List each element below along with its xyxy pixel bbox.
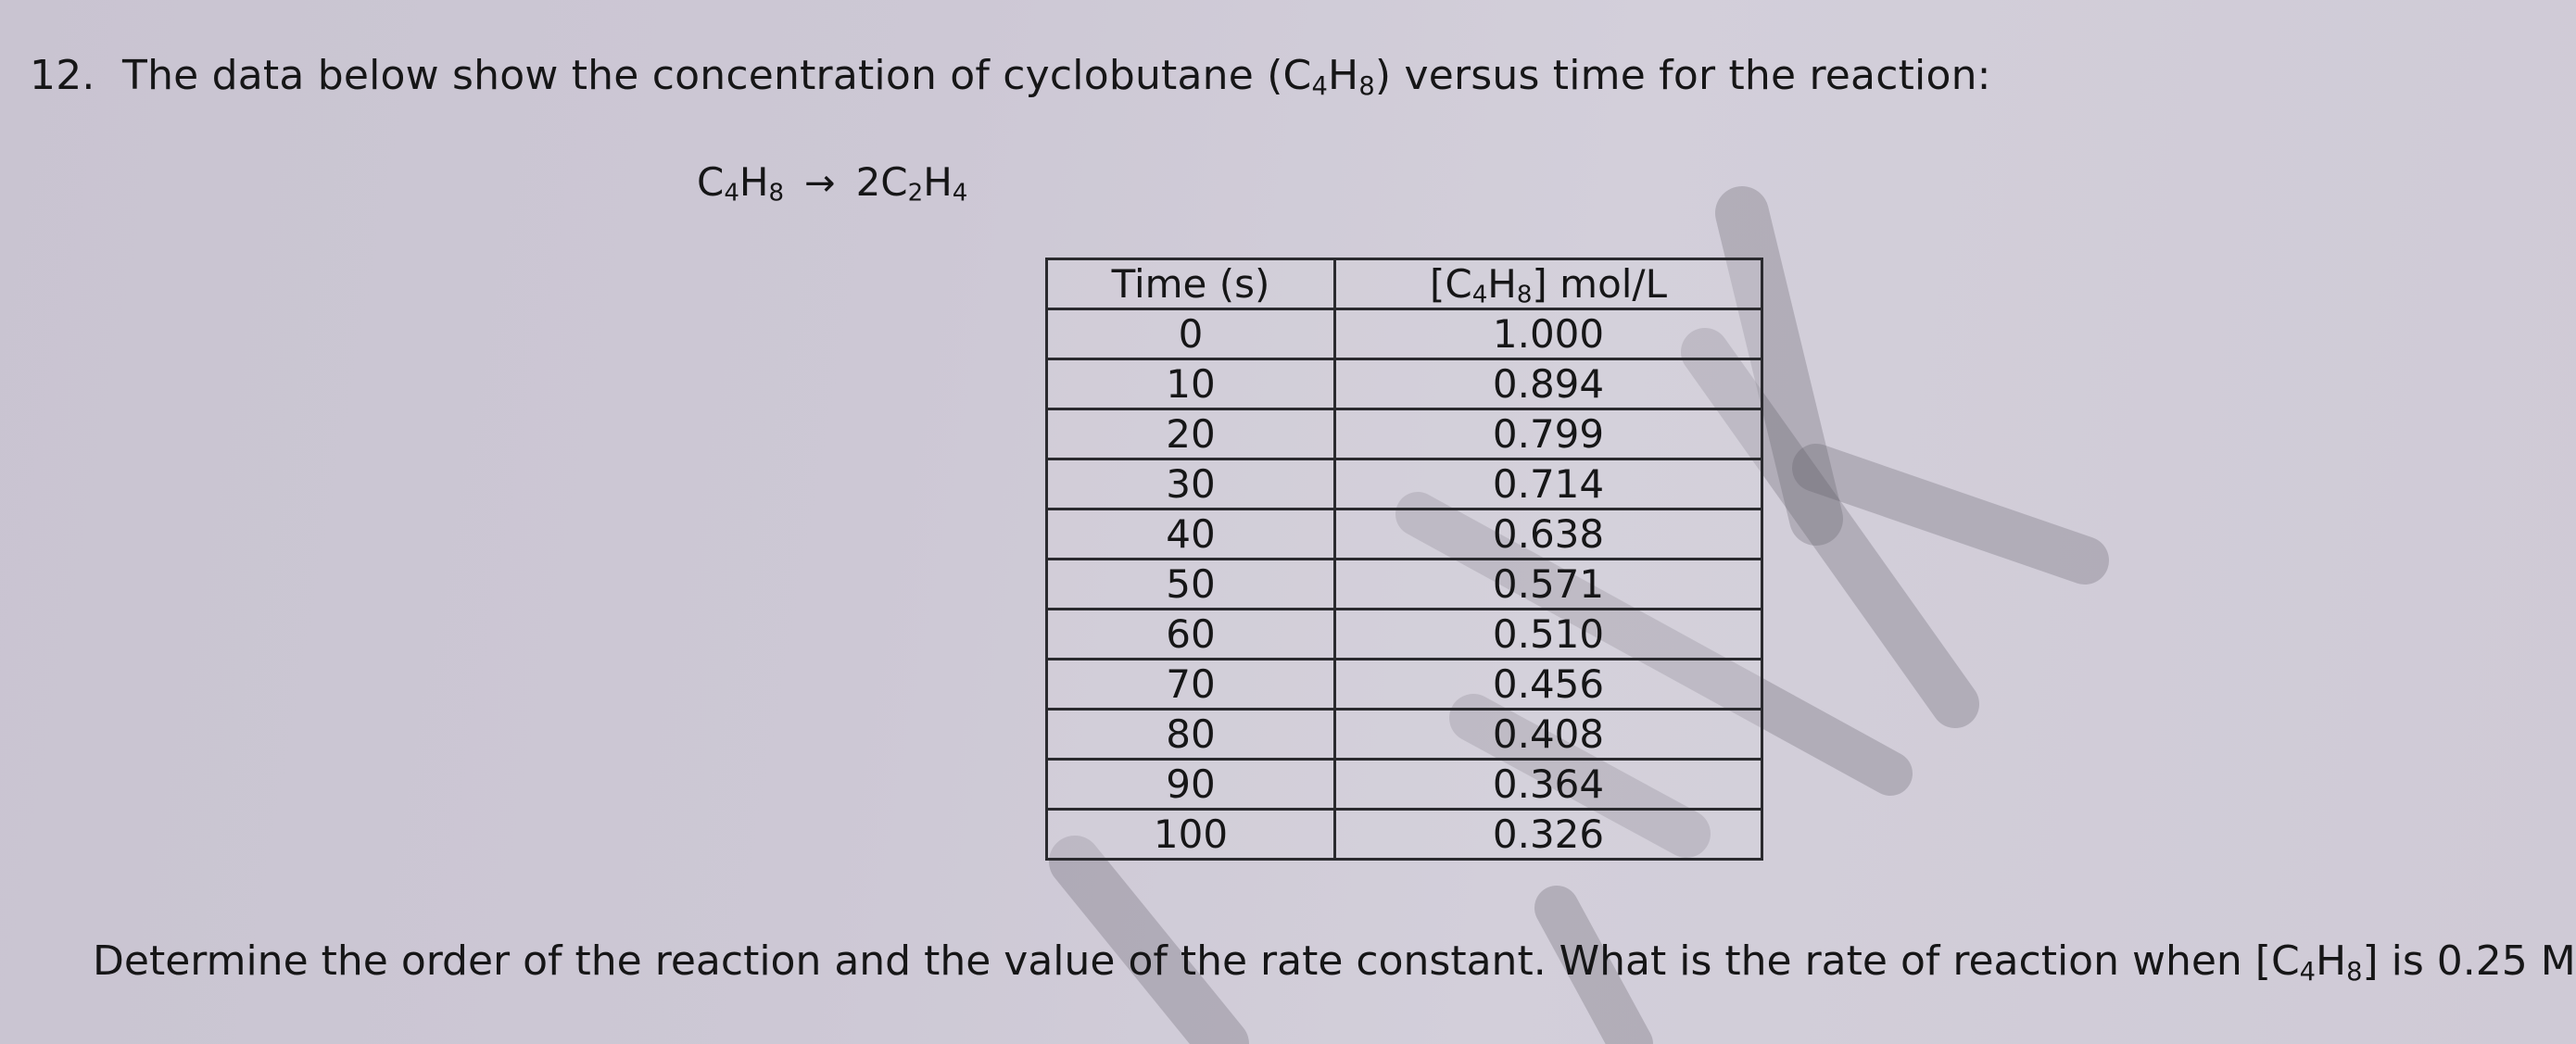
instructions-text	[93, 937, 2576, 985]
table-row	[1047, 459, 1762, 509]
table-row	[1047, 560, 1762, 610]
equation-reactant: C	[697, 159, 725, 205]
concentration-cell: 0.714	[1335, 459, 1762, 509]
time-cell: 10	[1047, 359, 1335, 409]
equation-subscript: 2	[907, 179, 924, 208]
table-row	[1047, 610, 1762, 660]
equation-subscript: 4	[724, 179, 739, 208]
concentration-cell: 1.000	[1335, 309, 1762, 359]
instructions-text-part: H	[2316, 937, 2347, 985]
question-subscript: 4	[1311, 72, 1329, 101]
time-cell: 20	[1047, 409, 1335, 459]
header-conc-part: [C	[1429, 261, 1472, 307]
instructions-subscript: 4	[2299, 958, 2317, 987]
time-cell: 0	[1047, 309, 1335, 359]
header-conc-subscript: 8	[1516, 281, 1533, 309]
table-row	[1047, 810, 1762, 860]
equation-reactant: H	[739, 159, 769, 205]
time-cell: 60	[1047, 610, 1335, 660]
equation-product: H	[923, 159, 953, 205]
time-cell: 80	[1047, 710, 1335, 760]
table-row	[1047, 760, 1762, 810]
question-text	[30, 52, 1991, 99]
concentration-cell: 0.894	[1335, 359, 1762, 409]
table-row	[1047, 660, 1762, 710]
table-row	[1047, 409, 1762, 459]
question-subscript: 8	[1358, 72, 1375, 101]
header-conc-part: ] mol/L	[1532, 261, 1667, 307]
question-text-part: H	[1328, 52, 1359, 99]
concentration-cell: 0.326	[1335, 810, 1762, 860]
concentration-cell: 0.510	[1335, 610, 1762, 660]
question-text-part: ) versus time for the reaction:	[1374, 52, 1991, 99]
table-row	[1047, 359, 1762, 409]
concentration-cell: 0.638	[1335, 509, 1762, 560]
equation-subscript: 8	[768, 179, 785, 208]
equation-subscript: 4	[952, 179, 968, 208]
concentration-cell: 0.571	[1335, 560, 1762, 610]
time-cell: 90	[1047, 760, 1335, 810]
table-row	[1047, 309, 1762, 359]
time-cell: 40	[1047, 509, 1335, 560]
table-row	[1047, 509, 1762, 560]
concentration-cell: 0.456	[1335, 660, 1762, 710]
instructions-text-part: Determine the order of the reaction and the value of the rate constant. What is the rate of reaction when [C	[93, 937, 2300, 985]
concentration-cell: 0.364	[1335, 760, 1762, 810]
table-row	[1047, 710, 1762, 760]
header-concentration	[1335, 259, 1762, 309]
time-cell: 70	[1047, 660, 1335, 710]
header-conc-part: H	[1487, 261, 1517, 307]
concentration-cell: 0.799	[1335, 409, 1762, 459]
concentration-table	[1045, 258, 1763, 861]
header-time: Time (s)	[1047, 259, 1335, 309]
question-number: 12.	[30, 52, 95, 99]
equation-product: 2C	[855, 159, 908, 205]
reaction-equation	[697, 159, 968, 208]
time-cell: 100	[1047, 810, 1335, 860]
time-cell: 50	[1047, 560, 1335, 610]
concentration-cell: 0.408	[1335, 710, 1762, 760]
instructions-subscript: 8	[2346, 958, 2363, 987]
reaction-arrow-icon: →	[804, 162, 836, 205]
time-cell: 30	[1047, 459, 1335, 509]
table-header-row	[1047, 259, 1762, 309]
instructions-text-part: ] is 0.25 M	[2362, 937, 2576, 985]
question-text-part: The data below show the concentration of cyclobutane (C	[122, 52, 1312, 99]
header-conc-subscript: 4	[1471, 281, 1488, 309]
